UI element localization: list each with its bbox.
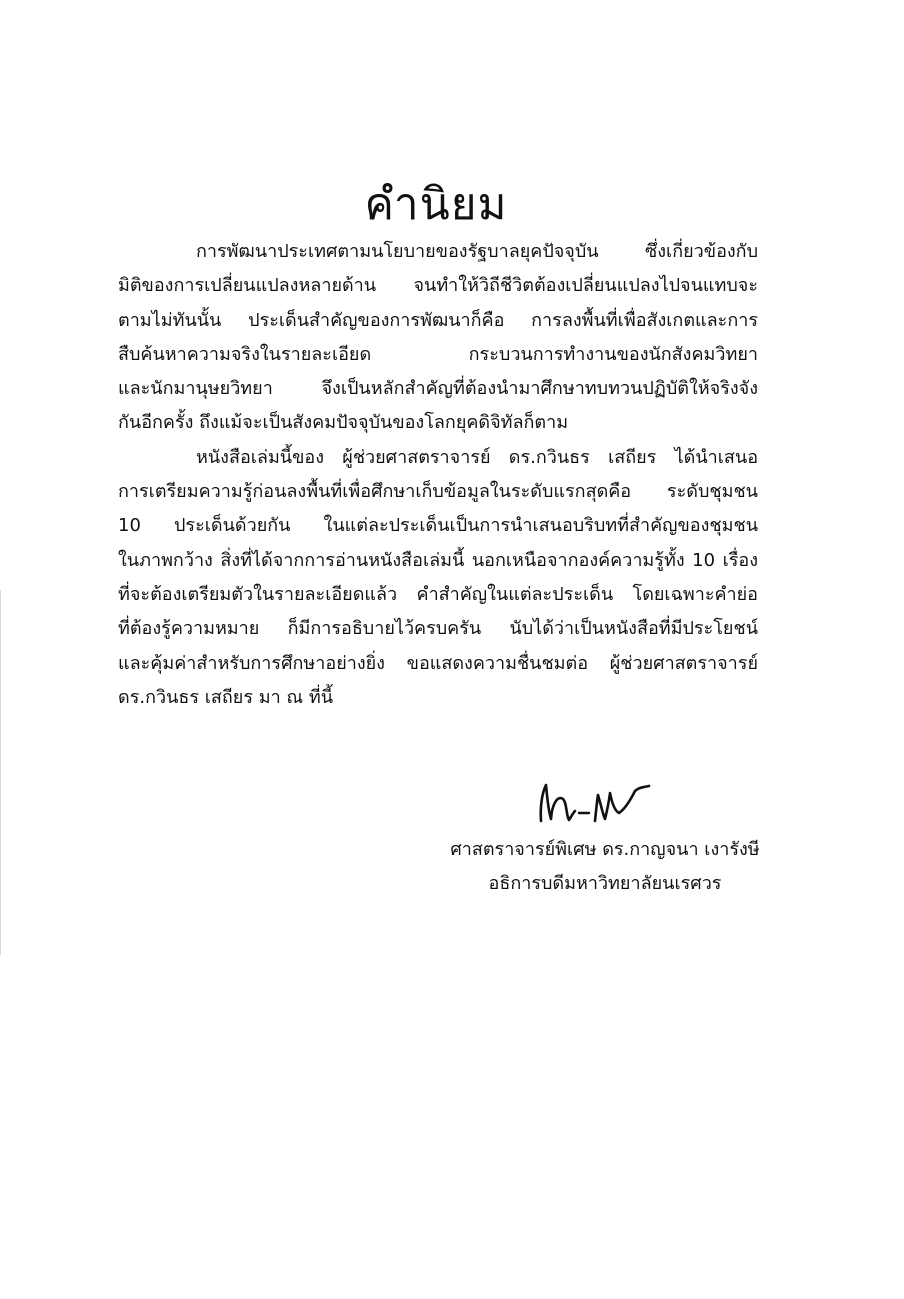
body-line: ที่ต้องรู้ความหมาย ก็มีการอธิบายไว้ครบครัน นับได้ว่าเป็นหนังสือที่มีประโยชน์ [118,618,758,640]
body-line: หนังสือเล่มนี้ของ ผู้ช่วยศาสตราจารย์ ดร.กวินธร เสถียร ได้นำเสนอ [196,446,758,468]
handwritten-signature [535,773,655,833]
body-line: ตามไม่ทันนั้น ประเด็นสำคัญของการพัฒนาก็คือ การลงพื้นที่เพื่อสังเกตและการ [118,309,758,331]
body-line: ที่จะต้องเตรียมตัวในรายละเอียดแล้ว คำสำคัญในแต่ละประเด็น โดยเฉพาะคำย่อ [118,583,758,605]
signer-position: อธิการบดีมหาวิทยาลัยนเรศวร [488,873,722,894]
body-line: และคุ้มค่าสำหรับการศึกษาอย่างยิ่ง ขอแสดงความชื่นชมต่อ ผู้ช่วยศาสตราจารย์ [118,652,758,674]
body-line: 10 ประเด็นด้วยกัน ในแต่ละประเด็นเป็นการนำเสนอบริบทที่สำคัญของชุมชน [118,515,758,537]
body-line: การพัฒนาประเทศตามนโยบายของรัฐบาลยุคปัจจุบัน ซึ่งเกี่ยวข้องกับ [196,241,758,262]
foreword-body [118,235,758,715]
body-line: การเตรียมความรู้ก่อนลงพื้นที่เพื่อศึกษาเก็บข้อมูลในระดับแรกสุดคือ ระดับชุมชน [118,481,758,503]
body-line: มิติของการเปลี่ยนแปลงหลายด้าน จนทำให้วิถีชีวิตต้องเปลี่ยนแปลงไปจนแทบจะ [118,275,758,297]
page-edge-divider [0,590,1,955]
page-title: คำนิยม [364,179,508,231]
body-line: กันอีกครั้ง ถึงแม้จะเป็นสังคมปัจจุบันของโลกยุคดิจิทัลก็ตาม [118,412,569,434]
body-line: และนักมานุษยวิทยา จึงเป็นหลักสำคัญที่ต้องนำมาศึกษาทบทวนปฏิบัติให้จริงจัง [118,378,758,400]
signer-name: ศาสตราจารย์พิเศษ ดร.กาญจนา เงารังษี [450,839,760,860]
body-line: ดร.กวินธร เสถียร มา ณ ที่นี้ [118,686,334,708]
body-line: สืบค้นหาความจริงในรายละเอียด กระบวนการทำงานของนักสังคมวิทยา [118,343,758,365]
body-line: ในภาพกว้าง สิ่งที่ได้จากการอ่านหนังสือเล่มนี้ นอกเหนือจากองค์ความรู้ทั้ง 10 เรื่อง [118,549,758,571]
